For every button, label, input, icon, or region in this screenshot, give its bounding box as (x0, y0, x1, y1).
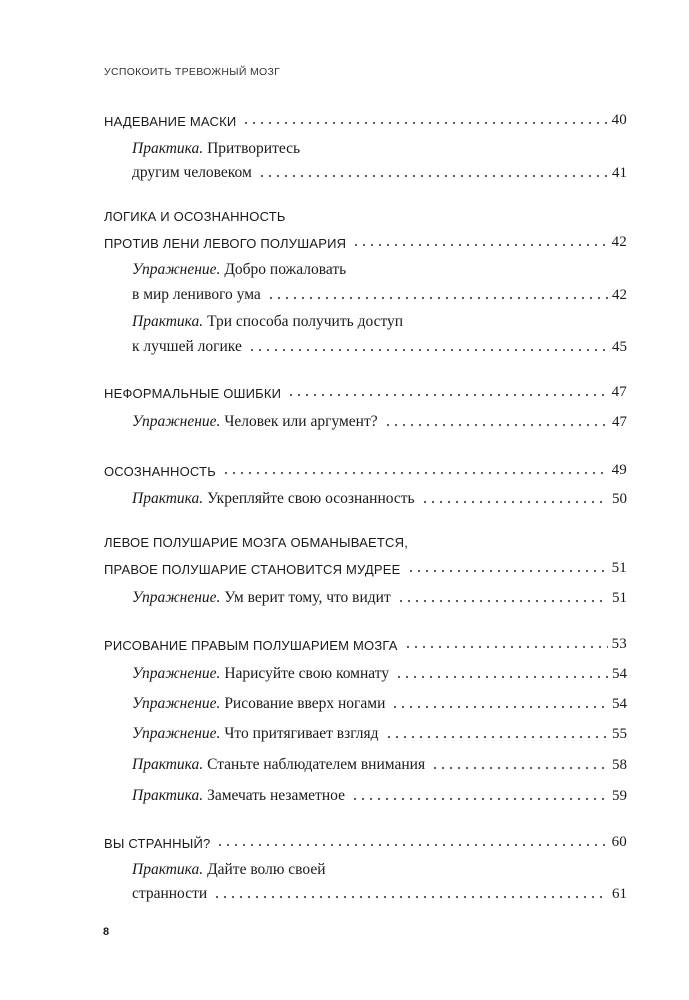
entry-text: Ум верит тому, что видит (224, 589, 391, 606)
toc-entry[interactable] (132, 691, 627, 713)
toc-entry[interactable] (132, 334, 627, 356)
section-title: ВЫ СТРАННЫЙ? (104, 836, 211, 851)
dot-leader (395, 676, 608, 678)
toc-entry[interactable] (132, 881, 627, 903)
entry-text: Дайте волю своей (207, 861, 326, 878)
dot-leader (352, 244, 607, 246)
page-number: 42 (611, 234, 627, 250)
entry-text: Притворитесь (207, 140, 301, 157)
page-folio: 8 (103, 926, 110, 938)
entry-text: Добро пожаловать (224, 261, 347, 278)
section-title: НЕФОРМАЛЬНЫЕ ОШИБКИ (104, 386, 282, 401)
page-number: 47 (611, 384, 627, 400)
page-number: 49 (611, 462, 627, 478)
entry-label: Упражнение. (132, 725, 221, 742)
entry-text: Станьте наблюдателем внимания (207, 756, 426, 773)
page-number: 40 (611, 112, 627, 128)
section-title: РИСОВАНИЕ ПРАВЫМ ПОЛУШАРИЕМ МОЗГА (104, 638, 398, 653)
running-head: УСПОКОИТЬ ТРЕВОЖНЫЙ МОЗГ (104, 66, 281, 78)
dot-leader (258, 175, 608, 177)
dot-leader (242, 122, 607, 124)
dot-leader (222, 472, 608, 474)
page-number: 58 (612, 757, 627, 773)
page-number: 47 (612, 414, 627, 430)
toc-entry[interactable] (132, 721, 627, 743)
entry-label: Упражнение. (132, 413, 221, 430)
toc-entry[interactable] (104, 631, 627, 653)
toc-entry[interactable] (132, 160, 627, 182)
page-number: 42 (612, 287, 627, 303)
dot-leader (391, 706, 608, 708)
section-title-first-line: ЛОГИКА И ОСОЗНАННОСТЬ (104, 209, 286, 224)
page-number: 51 (611, 560, 627, 576)
entry-label: Упражнение. (132, 665, 221, 682)
page-number: 51 (612, 590, 627, 606)
entry-label: Практика. (132, 313, 204, 330)
toc-entry[interactable] (104, 457, 627, 479)
toc-subentry-first-line (132, 313, 403, 331)
entry-label: Практика. (132, 787, 204, 804)
entry-text: Укрепляйте свою осознанность (207, 490, 415, 507)
entry-text: Три способа получить доступ (207, 313, 404, 330)
entry-text-line (132, 665, 389, 683)
entry-label: Упражнение. (132, 589, 221, 606)
dot-leader (404, 646, 608, 648)
toc-entry[interactable] (132, 752, 627, 774)
dot-leader (351, 798, 608, 800)
section-title-first-line: ЛЕВОЕ ПОЛУШАРИЕ МОЗГА ОБМАНЫВАЕТСЯ, (104, 535, 409, 550)
dot-leader (431, 767, 608, 769)
dot-leader (421, 501, 608, 503)
toc-entry[interactable] (104, 229, 627, 251)
entry-label: Упражнение. (132, 695, 221, 712)
dot-leader (287, 394, 607, 396)
entry-text-line (132, 787, 345, 805)
entry-text-line (132, 725, 379, 743)
dot-leader (407, 570, 608, 572)
toc-subentry-first-line (132, 140, 300, 158)
entry-label: Практика. (132, 490, 204, 507)
entry-label: Практика. (132, 756, 204, 773)
entry-label: Практика. (132, 861, 204, 878)
dot-leader (385, 736, 608, 738)
entry-text-line (132, 490, 415, 508)
entry-text: другим человеком (132, 164, 252, 181)
toc-entry[interactable] (104, 379, 627, 401)
page-number: 54 (612, 666, 627, 682)
entry-text-line (132, 756, 425, 774)
entry-text: к лучшей логике (132, 338, 242, 355)
page-number: 54 (612, 696, 627, 712)
dot-leader (397, 600, 608, 602)
toc-entry[interactable] (104, 107, 627, 129)
entry-text-line (132, 413, 378, 431)
toc-entry[interactable] (104, 829, 627, 851)
page-number: 60 (611, 834, 627, 850)
entry-text: Человек или аргумент? (224, 413, 378, 430)
section-title: ПРОТИВ ЛЕНИ ЛЕВОГО ПОЛУШАРИЯ (104, 236, 347, 251)
section-title: ОСОЗНАННОСТЬ (104, 464, 216, 479)
page-number: 55 (612, 726, 627, 742)
toc-entry[interactable] (132, 486, 627, 508)
toc-entry[interactable] (132, 661, 627, 683)
entry-label: Упражнение. (132, 261, 221, 278)
toc-subentry-first-line (132, 261, 346, 279)
section-title: ПРАВОЕ ПОЛУШАРИЕ СТАНОВИТСЯ МУДРЕЕ (104, 562, 401, 577)
toc-entry[interactable] (104, 555, 627, 577)
page-number: 61 (612, 886, 627, 902)
entry-text: в мир ленивого ума (132, 286, 261, 303)
entry-text-line (132, 695, 385, 713)
entry-label: Практика. (132, 140, 204, 157)
toc-entry[interactable] (132, 783, 627, 805)
dot-leader (248, 349, 608, 351)
dot-leader (216, 844, 607, 846)
section-title: НАДЕВАНИЕ МАСКИ (104, 114, 237, 129)
entry-text: странности (132, 885, 208, 902)
entry-text: Рисование вверх ногами (224, 695, 386, 712)
page-number: 41 (612, 165, 627, 181)
dot-leader (213, 896, 608, 898)
entry-text: Что притягивает взгляд (224, 725, 379, 742)
toc-entry[interactable] (132, 282, 627, 304)
entry-text-line (132, 589, 391, 607)
page-number: 59 (612, 788, 627, 804)
toc-entry[interactable] (132, 585, 627, 607)
toc-entry[interactable] (132, 409, 627, 431)
page-number: 53 (611, 636, 627, 652)
entry-text: Замечать незаметное (207, 787, 345, 804)
dot-leader (384, 424, 608, 426)
page-number: 45 (612, 339, 627, 355)
dot-leader (267, 297, 608, 299)
page-number: 50 (612, 491, 627, 507)
entry-text: Нарисуйте свою комнату (224, 665, 390, 682)
toc-subentry-first-line (132, 861, 326, 879)
